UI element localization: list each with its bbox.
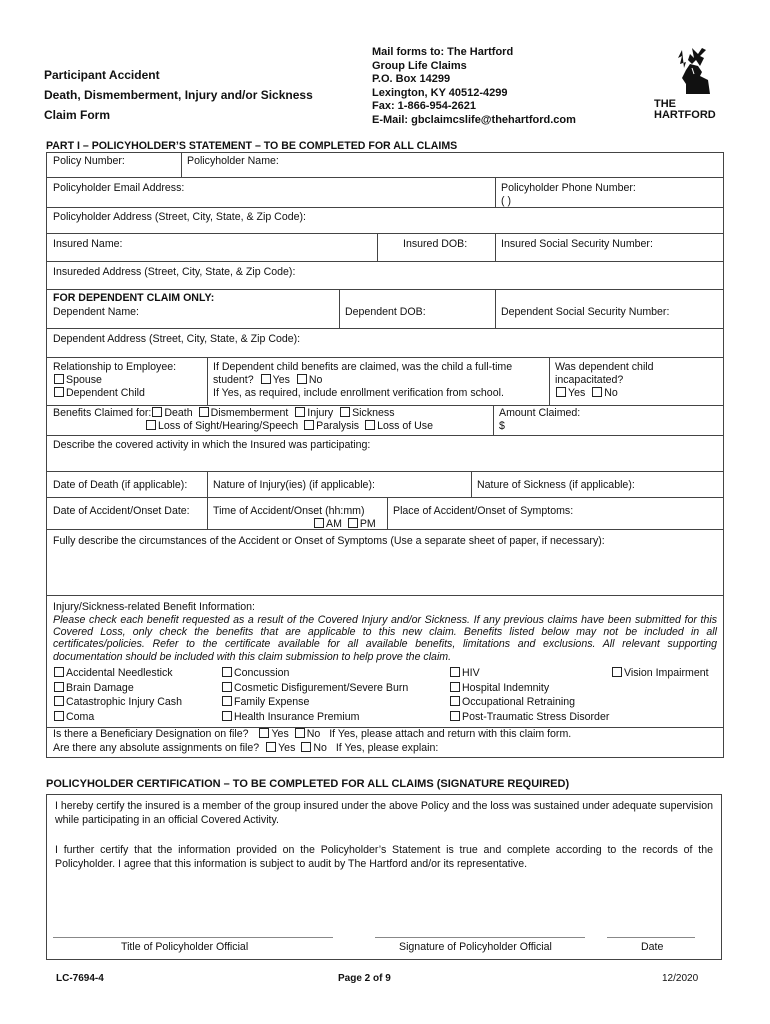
form-id: LC-7694-4 — [56, 973, 104, 984]
insured-address-field[interactable]: Insureded Address (Street, City, State, & Zip Code): — [53, 266, 296, 278]
phone-label: Policyholder Phone Number: — [501, 182, 636, 194]
phone-area-code: ( ) — [501, 195, 511, 207]
benefit-checkbox[interactable] — [222, 696, 232, 706]
policyholder-phone-field[interactable] — [495, 180, 642, 210]
dependent-child-option[interactable]: Dependent Child — [53, 387, 176, 400]
benefit-option[interactable]: Post-Traumatic Stress Disorder — [449, 710, 637, 725]
covered-activity-field[interactable]: Describe the covered activity in which the Insured was participating: — [53, 439, 371, 451]
hartford-stag-logo — [652, 44, 724, 124]
amount-claimed-field[interactable]: Amount Claimed: $ — [499, 407, 581, 432]
benefit-checkbox[interactable] — [54, 711, 64, 721]
title-of-official-label: Title of Policyholder Official — [121, 941, 249, 953]
fulltime-yes-checkbox[interactable] — [261, 374, 271, 384]
mail-line: P.O. Box 14299 — [372, 73, 451, 86]
am-checkbox[interactable] — [314, 518, 324, 528]
benefit-info-section — [47, 599, 723, 665]
incapacitated-question: Was dependent child — [555, 361, 654, 373]
insured-dob-field[interactable]: Insured DOB: — [403, 238, 468, 250]
death-checkbox[interactable] — [152, 407, 162, 417]
incapacitated-question-cont: incapacitated? — [555, 374, 624, 386]
loss-of-sight-checkbox[interactable] — [146, 420, 156, 430]
benefit-option[interactable]: Catastrophic Injury Cash — [53, 695, 211, 710]
circumstances-field[interactable]: Fully describe the circumstances of the Accident or Onset of Symptoms (Use a separate sheet of paper, if necessary): — [53, 535, 605, 547]
insured-ssn-field[interactable]: Insured Social Security Number: — [501, 238, 653, 250]
benefits-claimed-label: Benefits Claimed for: — [53, 407, 152, 419]
paralysis-checkbox[interactable] — [304, 420, 314, 430]
benefit-option[interactable]: HIV — [449, 666, 637, 681]
benefit-option[interactable]: Cosmetic Disfigurement/Severe Burn — [221, 681, 449, 696]
certification-box — [46, 794, 722, 960]
insured-name-field[interactable]: Insured Name: — [53, 238, 123, 250]
place-of-accident-field[interactable]: Place of Accident/Onset of Symptoms: — [393, 505, 574, 517]
benefit-column-2 — [215, 664, 455, 726]
date-signature-line[interactable] — [607, 937, 695, 938]
policyholder-address-field[interactable]: Policyholder Address (Street, City, State, & Zip Code): — [53, 211, 306, 223]
benefit-checkbox[interactable] — [54, 696, 64, 706]
form-title-line2: Death, Dismemberment, Injury and/or Sickness — [44, 88, 313, 102]
title-signature-line[interactable] — [53, 937, 333, 938]
logo-text-the: THE — [654, 98, 676, 110]
policy-number-field[interactable]: Policy Number: — [53, 155, 125, 167]
dismemberment-checkbox[interactable] — [199, 407, 209, 417]
assignment-no-checkbox[interactable] — [301, 742, 311, 752]
page-number: Page 2 of 9 — [338, 973, 391, 984]
incapacitated-yes-checkbox[interactable] — [556, 387, 566, 397]
form-title-line3: Claim Form — [44, 108, 111, 122]
mail-line: Lexington, KY 40512-4299 — [372, 86, 508, 99]
benefit-checkbox[interactable] — [612, 667, 622, 677]
nature-of-sickness-field[interactable]: Nature of Sickness (if applicable): — [477, 479, 635, 491]
dependent-name-field[interactable]: Dependent Name: — [53, 306, 139, 318]
benefit-option[interactable]: Coma — [53, 710, 211, 725]
relationship-label: Relationship to Employee: — [53, 361, 177, 373]
benefit-option[interactable]: Occupational Retraining — [449, 695, 637, 710]
injury-checkbox[interactable] — [295, 407, 305, 417]
dependent-address-field[interactable]: Dependent Address (Street, City, State, & Zip Code): — [53, 333, 301, 345]
mail-line: Group Life Claims — [372, 59, 467, 72]
benefit-info-instructions: Please check each benefit requested as a result of the Covered Injury and/or Sickness. If any previous claims have been submitted for this Covered Loss, only check the benefits that are applicable to this new claim. Benefits listed below may not be included in all certificates/policies. Refer to the certificate available for all available benefits, limitations and exclusions. All relevant supporting documentation should be included with this claim submission to help prove the claim. — [53, 614, 717, 663]
benefit-info-heading: Injury/Sickness-related Benefit Information: — [53, 601, 255, 613]
dependent-ssn-field[interactable]: Dependent Social Security Number: — [501, 306, 670, 318]
time-of-accident-field[interactable]: Time of Accident/Onset (hh:mm) AM PM — [213, 505, 376, 530]
assignment-question: Are there any absolute assignments on file? — [53, 742, 260, 754]
benefit-checkbox[interactable] — [222, 667, 232, 677]
beneficiary-yes-checkbox[interactable] — [259, 728, 269, 738]
beneficiary-no-checkbox[interactable] — [295, 728, 305, 738]
signature-of-official-label: Signature of Policyholder Official — [399, 941, 552, 953]
policyholder-statement-form — [46, 152, 724, 758]
benefit-option[interactable]: Hospital Indemnity — [449, 681, 637, 696]
spouse-option[interactable]: Spouse — [53, 374, 176, 387]
assignment-yes-checkbox[interactable] — [266, 742, 276, 752]
mail-to-block — [372, 46, 576, 128]
certification-heading: POLICYHOLDER CERTIFICATION – TO BE COMPLETED FOR ALL CLAIMS (SIGNATURE REQUIRED) — [46, 778, 570, 790]
dependent-child-checkbox[interactable] — [54, 387, 64, 397]
benefit-option[interactable]: Family Expense — [221, 695, 449, 710]
benefit-option[interactable]: Health Insurance Premium — [221, 710, 449, 725]
certification-para1: I hereby certify the insured is a member of the group insured under the above Policy and the loss was sustained under adequate supervision while participating in an official Covered Activity. — [55, 800, 713, 826]
benefit-option[interactable]: Brain Damage — [53, 681, 211, 696]
mail-line: E-Mail: gbclaimcslife@thehartford.com — [372, 113, 576, 126]
benefit-checkbox[interactable] — [450, 682, 460, 692]
benefit-option[interactable]: Concussion — [221, 666, 449, 681]
benefit-checkbox[interactable] — [222, 711, 232, 721]
dependent-dob-field[interactable]: Dependent DOB: — [345, 306, 426, 318]
benefit-checkbox[interactable] — [54, 667, 64, 677]
relationship-group — [47, 359, 182, 402]
sickness-checkbox[interactable] — [340, 407, 350, 417]
incapacitated-group: Was dependent child incapacitated? Yes No — [555, 361, 654, 399]
pm-checkbox[interactable] — [348, 518, 358, 528]
date-of-accident-field[interactable]: Date of Accident/Onset Date: — [53, 505, 190, 517]
mail-line: Fax: 1-866-954-2621 — [372, 100, 476, 113]
incapacitated-no-checkbox[interactable] — [592, 387, 602, 397]
mail-line: Mail forms to: The Hartford — [372, 46, 514, 58]
benefits-claimed-group: Benefits Claimed for: Death Dismemberment Injury Sickness Loss of Sight/Hearing/Speech Paralysis Loss of Use — [53, 407, 434, 432]
part1-heading: PART I – POLICYHOLDER’S STATEMENT – TO BE COMPLETED FOR ALL CLAIMS — [46, 140, 458, 152]
fulltime-question-cont: student? — [213, 374, 254, 386]
assignment-follow-up: If Yes, please explain: — [335, 742, 439, 754]
benefit-checkbox[interactable] — [54, 682, 64, 692]
spouse-checkbox[interactable] — [54, 374, 64, 384]
benefit-checkbox[interactable] — [450, 696, 460, 706]
fulltime-question: If Dependent child benefits are claimed, was the child a full-time — [213, 361, 513, 373]
beneficiary-follow-up: If Yes, please attach and return with this claim form. — [329, 728, 572, 740]
benefit-column-4 — [605, 664, 723, 683]
date-label: Date — [641, 941, 664, 953]
beneficiary-assignment-group: Is there a Beneficiary Designation on file? Yes No If Yes, please attach and return with this claim form. Are there any absolute assignments on file? Yes No If Yes, please explain: — [53, 728, 572, 754]
date-of-death-field[interactable]: Date of Death (if applicable): — [53, 479, 188, 491]
policyholder-email-field[interactable]: Policyholder Email Address: — [53, 182, 185, 194]
beneficiary-question: Is there a Beneficiary Designation on file? — [53, 728, 249, 740]
logo-text-hartford: HARTFORD — [654, 109, 716, 121]
fulltime-no-checkbox[interactable] — [297, 374, 307, 384]
benefit-column-1 — [47, 664, 217, 726]
nature-of-injury-field[interactable]: Nature of Injury(ies) (if applicable): — [213, 479, 375, 491]
benefit-option[interactable]: Vision Impairment — [611, 666, 717, 681]
fulltime-note: If Yes, as required, include enrollment verification from school. — [213, 387, 504, 399]
benefit-checkbox[interactable] — [450, 711, 460, 721]
benefit-option[interactable]: Accidental Needlestick — [53, 666, 211, 681]
dependent-claim-heading: FOR DEPENDENT CLAIM ONLY: — [53, 292, 215, 304]
stag-icon — [652, 44, 724, 96]
form-title-line1: Participant Accident — [44, 68, 160, 82]
signature-line[interactable] — [375, 937, 585, 938]
policyholder-name-field[interactable]: Policyholder Name: — [187, 155, 279, 167]
certification-para2: I further certify that the information provided on the Policyholder’s Statement is true and complete according to the records of the Policyholder. I agree that this information is subject to audit by The Hartford and/or its representative. — [55, 844, 713, 870]
loss-of-use-checkbox[interactable] — [365, 420, 375, 430]
fulltime-student-group: If Dependent child benefits are claimed, was the child a full-time student? Yes No If Yes, as required, include enrollment verification from school. — [207, 359, 551, 402]
form-date: 12/2020 — [662, 973, 699, 984]
benefit-checkbox[interactable] — [450, 667, 460, 677]
benefit-checkbox[interactable] — [222, 682, 232, 692]
